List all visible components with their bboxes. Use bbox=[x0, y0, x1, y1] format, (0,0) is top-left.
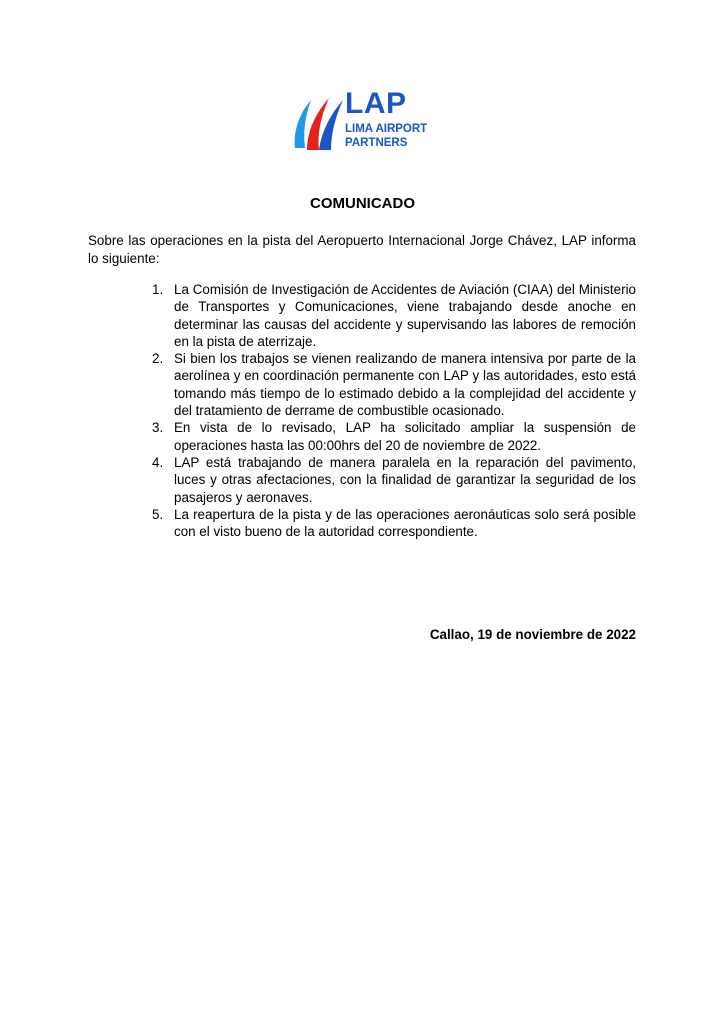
list-item-number: 2. bbox=[152, 351, 164, 367]
document-title: COMUNICADO bbox=[310, 195, 415, 212]
list-item-text: La Comisión de Investigación de Accidentes de Aviación (CIAA) del Ministerio de Transportes y Comunicaciones, viene trabajando desde anoche en determinar las causas del accidente y supervisando las labores de remoción en la pista de aterrizaje. bbox=[174, 282, 636, 349]
list-item bbox=[152, 350, 636, 419]
list-item-number: 3. bbox=[152, 420, 164, 436]
place-and-date: Callao, 19 de noviembre de 2022 bbox=[429, 627, 636, 642]
list-item-text: En vista de lo revisado, LAP ha solicitado ampliar la suspensión de operaciones hasta las 00:00hrs del 20 de noviembre de 2022. bbox=[174, 420, 636, 453]
list-item-text: La reapertura de la pista y de las operaciones aeronáuticas solo será posible con el visto bueno de la autoridad correspondiente. bbox=[174, 506, 636, 540]
list-item-number: 4. bbox=[152, 454, 164, 470]
statement-list bbox=[152, 281, 636, 540]
logo-line-partners: PARTNERS bbox=[345, 137, 408, 149]
intro-paragraph: Sobre las operaciones en la pista del Aeropuerto Internacional Jorge Chávez, LAP informa lo siguiente: bbox=[88, 233, 636, 266]
list-item bbox=[152, 454, 636, 506]
list-item bbox=[152, 281, 636, 350]
list-item-number: 5. bbox=[152, 506, 164, 522]
logo-brand-name: LAP bbox=[345, 87, 407, 120]
lap-logo-mark-icon bbox=[289, 94, 345, 152]
list-item bbox=[152, 506, 636, 541]
lap-logo-wordmark bbox=[345, 87, 449, 154]
lap-logo bbox=[289, 87, 449, 154]
list-item bbox=[152, 419, 636, 454]
list-item-text: Si bien los trabajos se vienen realizando de manera intensiva por parte de la aerolínea y en coordinación permanente con LAP y las autoridades, esto está tomando más tiempo de lo estimado debido a la complejidad del accidente y del tratamiento de derrame de combustible ocasionado. bbox=[174, 351, 636, 419]
list-item-text: LAP está trabajando de manera paralela en la reparación del pavimento, luces y otras afectaciones, con la finalidad de garantizar la seguridad de los pasajeros y aeronaves. bbox=[174, 454, 636, 505]
logo-line-lima-airport: LIMA AIRPORT bbox=[345, 123, 428, 135]
list-item-number: 1. bbox=[152, 282, 164, 297]
